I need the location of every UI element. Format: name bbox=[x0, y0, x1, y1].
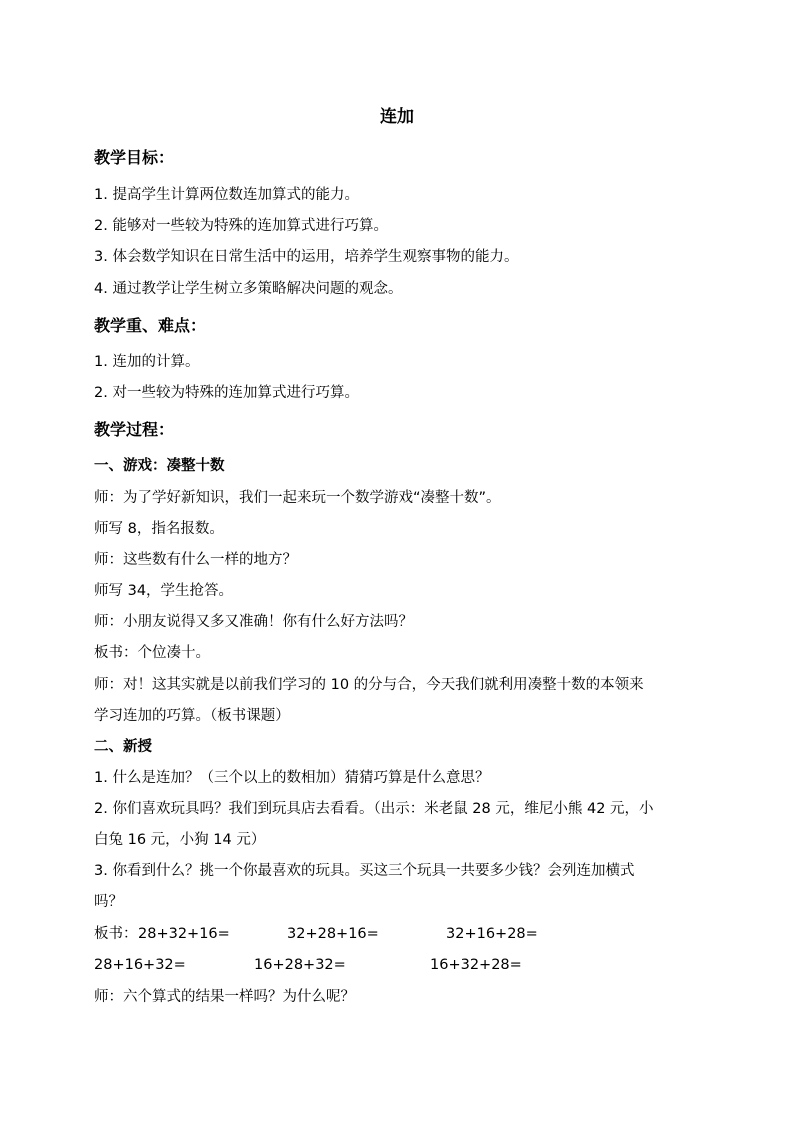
process-line: 白兔 16 元，小狗 14 元） bbox=[94, 832, 266, 848]
objective-item: 1. 提高学生计算两位数连加算式的能力。 bbox=[94, 187, 359, 203]
board-equation: 32+16+28= bbox=[446, 926, 538, 942]
board-equation: 16+28+32= bbox=[254, 957, 346, 973]
process-line: 师：这些数有什么一样的地方？ bbox=[94, 552, 297, 568]
process-line: 3. 你看到什么？挑一个你最喜欢的玩具。买这三个玩具一共要多少钱？会列连加横式 bbox=[94, 863, 635, 879]
part2-title: 二、新授 bbox=[94, 739, 152, 755]
process-line: 师：对！这其实就是以前我们学习的 10 的分与合，今天我们就利用凑整十数的本领来 bbox=[94, 677, 644, 693]
process-line: 1. 什么是连加？（三个以上的数相加）猜猜巧算是什么意思？ bbox=[94, 770, 490, 786]
objective-item: 3. 体会数学知识在日常生活中的运用，培养学生观察事物的能力。 bbox=[94, 249, 519, 265]
board-label: 板书： bbox=[94, 926, 138, 942]
process-line: 师：六个算式的结果一样吗？为什么呢？ bbox=[94, 989, 355, 1005]
process-line: 学习连加的巧算。（板书课题） bbox=[94, 708, 290, 724]
objective-item: 2. 能够对一些较为特殊的连加算式进行巧算。 bbox=[94, 218, 388, 234]
keypoint-item: 1. 连加的计算。 bbox=[94, 354, 200, 370]
keypoint-item: 2. 对一些较为特殊的连加算式进行巧算。 bbox=[94, 385, 359, 401]
process-line: 板书：个位凑十。 bbox=[94, 645, 210, 661]
process-line: 2. 你们喜欢玩具吗？我们到玩具店去看看。（出示：米老鼠 28 元，维尼小熊 42 元，小 bbox=[94, 801, 654, 817]
process-line: 师写 8，指名报数。 bbox=[94, 521, 224, 537]
process-heading: 教学过程： bbox=[94, 420, 175, 439]
process-line: 师：小朋友说得又多又准确！你有什么好方法吗？ bbox=[94, 614, 413, 630]
part1-title: 一、游戏：凑整十数 bbox=[94, 458, 225, 474]
document-title: 连加 bbox=[380, 107, 414, 127]
process-line: 师：为了学好新知识，我们一起来玩一个数学游戏“凑整十数”。 bbox=[94, 490, 501, 506]
board-equation: 28+16+32= bbox=[94, 957, 186, 973]
objectives-heading: 教学目标： bbox=[94, 148, 175, 167]
keypoints-heading: 教学重、难点： bbox=[94, 316, 207, 335]
board-equation: 28+32+16= bbox=[138, 926, 230, 942]
process-line: 吗？ bbox=[94, 894, 123, 910]
objective-item: 4. 通过教学让学生树立多策略解决问题的观念。 bbox=[94, 281, 403, 297]
board-equation: 16+32+28= bbox=[430, 957, 522, 973]
board-equation: 32+28+16= bbox=[287, 926, 379, 942]
process-line: 师写 34，学生抢答。 bbox=[94, 583, 234, 599]
